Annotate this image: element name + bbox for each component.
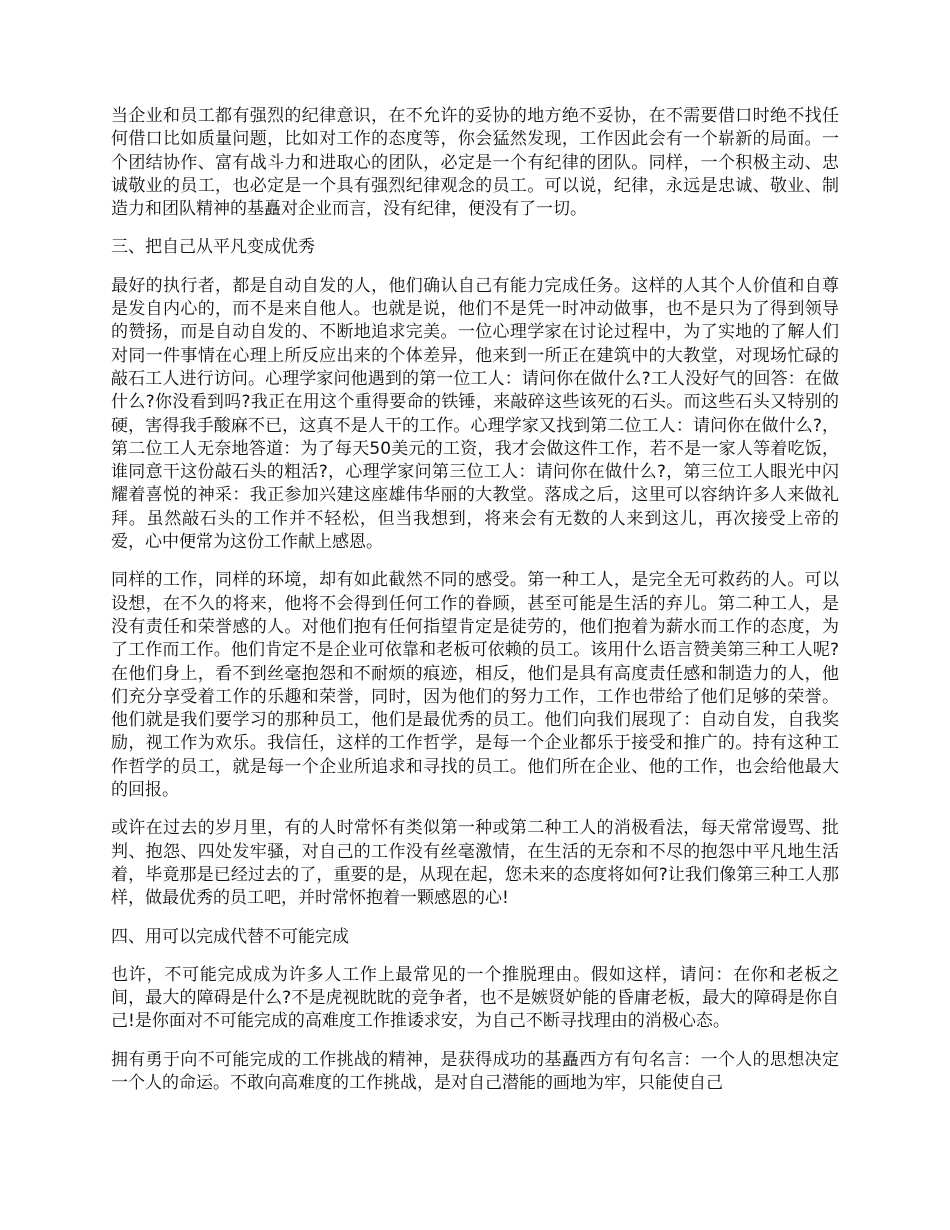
paragraph-discipline: 当企业和员工都有强烈的纪律意识，在不允许的妥协的地方绝不妥协，在不需要借口时绝不找任何借口比如质量问题，比如对工作的态度等，你会猛然发现，工作因此会有一个崭新的局面。一个团结协作、富有战斗力和进取心的团队，必定是一个有纪律的团队。同样，一个积极主动、忠诚敬业的员工，也必定是一个具有强烈纪律观念的员工。可以说，纪律，永远是忠诚、敬业、制造力和团队精神的基矗对企业而言，没有纪律，便没有了一切。 [111,106,839,220]
paragraph-three-workers: 同样的工作，同样的环境，却有如此截然不同的感受。第一种工人，是完全无可救药的人。可以设想，在不久的将来，他将不会得到任何工作的眷顾，甚至可能是生活的弃儿。第二种工人，是没有责任和荣誉感的人。对他们抱有任何指望肯定是徒劳的，他们抱着为薪水而工作的态度，为了工作而工作。他们肯定不是企业可依靠和老板可依赖的员工。该用什么语言赞美第三种工人呢?在他们身上，看不到丝毫抱怨和不耐烦的痕迹，相反，他们是具有高度责任感和制造力的人，他们充分享受着工作的乐趣和荣誉，同时，因为他们的努力工作，工作也带给了他们足够的荣誉。他们就是我们要学习的那种员工，他们是最优秀的员工。他们向我们展现了：自动自发，自我奖励，视工作为欢乐。我信任，这样的工作哲学，是每一个企业都乐于接受和推广的。持有这种工作哲学的员工，就是每一个企业所追求和寻找的员工。他们所在企业、他的工作，也会给他最大的回报。 [111,570,839,801]
paragraph-best-executors: 最好的执行者，都是自动自发的人，他们确认自己有能力完成任务。这样的人其个人价值和自尊是发自内心的，而不是来自他人。也就是说，他们不是凭一时冲动做事，也不是只为了得到领导的赞扬，而是自动自发的、不断地追求完美。一位心理学家在讨论过程中，为了实地的了解人们对同一件事情在心理上所反应出来的个体差异，他来到一所正在建筑中的大教堂，对现场忙碌的敲石工人进行访问。心理学家问他遇到的第一位工人：请问你在做什么?工人没好气的回答：在做什么?你没看到吗?我正在用这个重得要命的铁锤，来敲碎这些该死的石头。而这些石头又特别的硬，害得我手酸麻不已，这真不是人干的工作。心理学家又找到第二位工人：请问你在做什么?，第二位工人无奈地答道：为了每天50美元的工资，我才会做这件工作，若不是一家人等着吃饭，谁同意干这份敲石头的粗活?，心理学家问第三位工人：请问你在做什么?，第三位工人眼光中闪耀着喜悦的神采：我正参加兴建这座雄伟华丽的大教堂。落成之后，这里可以容纳许多人来做礼拜。虽然敲石头的工作并不轻松，但当我想到，将来会有无数的人来到这儿，再次接受上帝的爱，心中便常为这份工作献上感恩。 [111,275,839,553]
section-heading-3: 三、把自己从平凡变成优秀 [111,237,315,258]
paragraph-impossible-excuse: 也许，不可能完成成为许多人工作上最常见的一个推脱理由。假如这样，请问：在你和老板之间，最大的障碍是什么?不是虎视眈眈的竞争者，也不是嫉贤妒能的昏庸老板，最大的障碍是你自己!是你面对不可能完成的高难度工作推诿求安，为自己不断寻找理由的消极心态。 [111,964,839,1032]
document-body [111,105,839,1110]
paragraph-challenge: 拥有勇于向不可能完成的工作挑战的精神，是获得成功的基矗西方有句名言：一个人的思想决定一个人的命运。不敢向高难度的工作挑战，是对自己潜能的画地为牢，只能使自己 [111,1049,839,1093]
paragraph-attitude: 或许在过去的岁月里，有的人时常怀有类似第一种或第二种工人的消极看法，每天常常谩骂、批判、抱怨、四处发牢骚，对自己的工作没有丝毫激情，在生活的无奈和不尽的抱怨中平凡地生活着，毕竟那是已经过去的了，重要的是，从现在起，您未来的态度将如何?让我们像第三种工人那样，做最优秀的员工吧，并时常怀抱着一颗感恩的心! [111,818,839,909]
section-heading-4: 四、用可以完成代替不可能完成 [111,926,349,947]
